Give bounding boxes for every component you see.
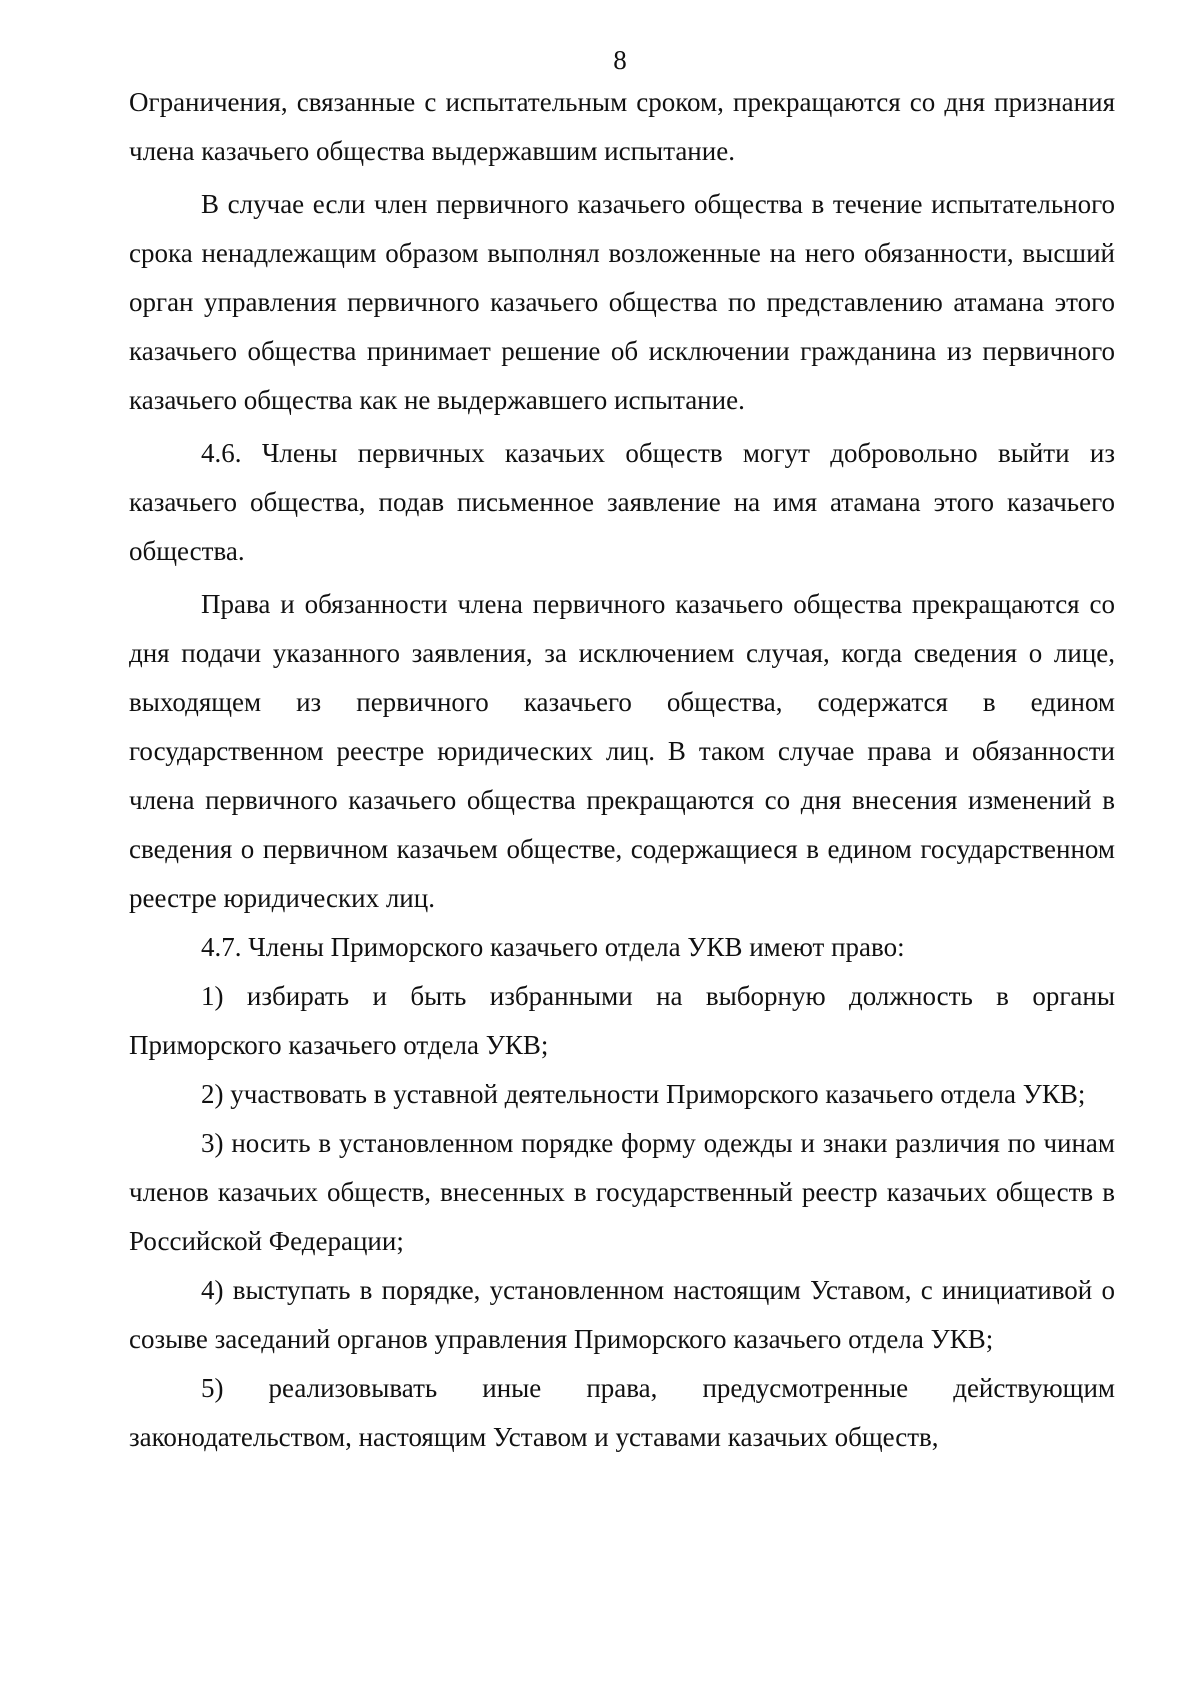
paragraph-probation-end: Ограничения, связанные с испытательным сроком, прекращаются со дня признания члена казачьего общества выдержавшим испытание. <box>129 87 1115 166</box>
paragraph-rights-termination: Права и обязанности члена первичного казачьего общества прекращаются со дня подачи указанного заявления, за исключением случая, когда сведения о лице, выходящем из первичного казачьего общества, содержатся в едином государственном реестре юридических лиц. В таком случае права и обязанности члена первичного казачьего общества прекращаются со дня внесения изменений в сведения о первичном казачьем обществе, содержащиеся в едином государственном реестре юридических лиц. <box>129 589 1115 913</box>
list-item-4: 4) выступать в порядке, установленном настоящим Уставом, с инициативой о созыве заседаний органов управления Приморского казачьего отдела УКВ; <box>129 1275 1115 1354</box>
page-number: 8 <box>613 45 627 75</box>
paragraph-exclusion: В случае если член первичного казачьего общества в течение испытательного срока ненадлежащим образом выполнял возложенные на него обязанности, высший орган управления первичного казачьего общества по представлению атамана этого казачьего общества принимает решение об исключении гражданина из первичного казачьего общества как не выдержавшего испытание. <box>129 189 1115 415</box>
list-item-5: 5) реализовывать иные права, предусмотренные действующим законодательством, настоящим Уставом и уставами казачьих обществ, <box>129 1373 1115 1452</box>
list-item-2: 2) участвовать в уставной деятельности Приморского казачьего отдела УКВ; <box>201 1079 1086 1109</box>
paragraph-4-6: 4.6. Члены первичных казачьих обществ могут добровольно выйти из казачьего общества, подав письменное заявление на имя атамана этого казачьего общества. <box>129 438 1115 566</box>
paragraph-4-7: 4.7. Члены Приморского казачьего отдела УКВ имеют право: <box>201 932 905 962</box>
list-item-3: 3) носить в установленном порядке форму одежды и знаки различия по чинам членов казачьих обществ, внесенных в государственный реестр казачьих обществ в Российской Федерации; <box>129 1128 1115 1256</box>
list-item-1: 1) избирать и быть избранными на выборную должность в органы Приморского казачьего отдела УКВ; <box>129 981 1115 1060</box>
document-body <box>129 78 1115 1462</box>
